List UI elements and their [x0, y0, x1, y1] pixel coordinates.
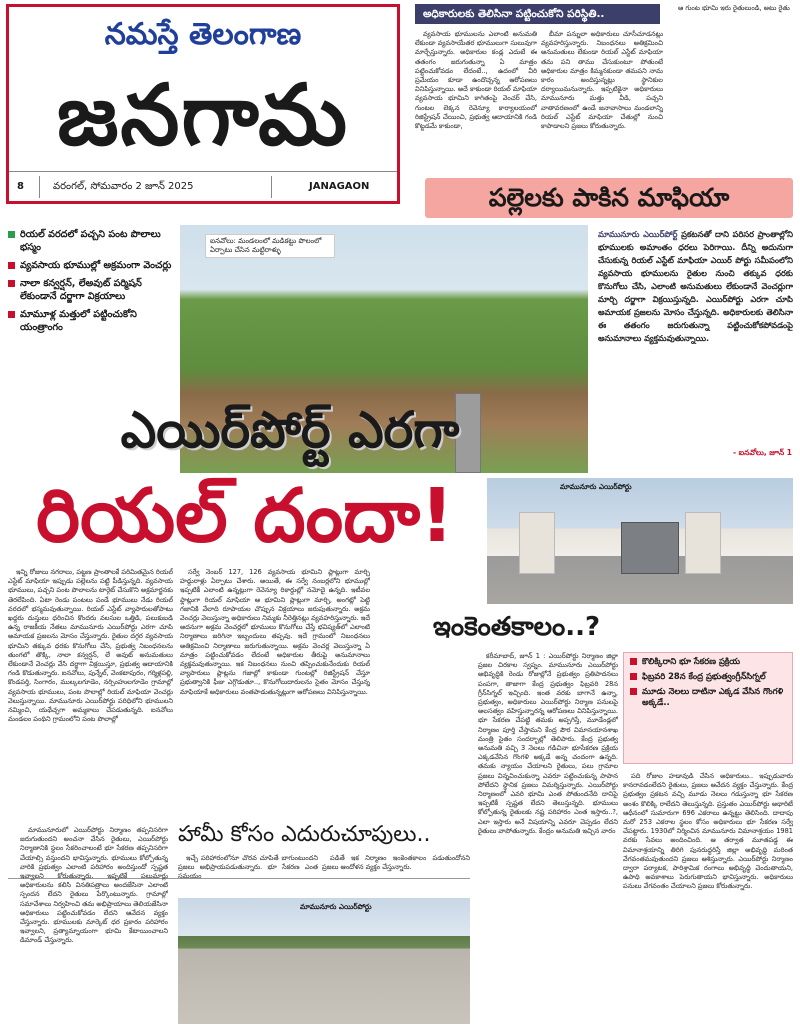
sidebar-heading: అధికారులకు తెలిసినా పట్టించుకోని పరిస్థితి.. — [415, 4, 660, 24]
masthead-info-bar — [9, 171, 397, 201]
edition-title: జనగామ — [9, 63, 397, 167]
masthead — [6, 4, 400, 204]
waiting-col3: పడితే ఇక నిర్మాణం ఇంకెంతకాలం పడుతుందోనని ప్రజలు ఆందోళన వ్యక్తం చేస్తున్నారు. — [322, 854, 470, 872]
main-photo-caption: ఐనవోలు: మండలంలో మడికట్టు పొలంలో ఏర్పాటు చేసిన మట్టిరాళ్ళు — [205, 234, 335, 258]
dateline: వరంగల్, సోమవారం 2 జూన్ 2025 — [53, 181, 194, 192]
sidebar-text-col1: వ్యవసాయ భూములను ఎలాంటి అనుమతి లేకుండా వ్యవసాయేతర భూములుగా సులువుగా మార్చేస్తున్నారు. అధికారుల కండ్ల ఎదుటే ఈ తతంగం జరుగుతున్నా ఏ మాత్రం పట్టించుకోవడం లేదంటే.., ఉదంలో వీరి ప్రమేయం కూడా ఉందొచ్చన్న ఆరోపణలు వినిపిస్తున్నాయి. అదే కాకుండా రియల్ మాఫియా వ్యవసాయ భూమిని కాగితంపై వెంచర్ చేసి, గుంటల లెక్కన రెవెన్యూ కార్యాలయంలో రిజిస్ట్రేషన్ చేయించి, ప్రభుత్వ ఆదాయానికి గండి కొట్టడమే కాకుండా, — [415, 30, 537, 131]
highlight-item: నాలా కన్వర్షన్, లేఅవుట్ పర్మిషన్ లేకుండానే దర్జాగా విక్రయాలు — [8, 277, 172, 303]
waiting-col1: మామునూరులో ఎయిర్‌పోర్టు నిర్మాణం తప్పనిసరిగా జరుగుతుందని అంచనా వేసిన రైతులు, ఎయిర్‌పోర్టు నిర్మాణానికి స్థలం సేకరించాలంటే భూ సేకరణ తప్పనిసరిగా చేయాల్సి వస్తుందని భావిస్తున్నారు. భూములు కోల్పోతున్న వారికి ప్రభుత్వం ఎలాంటి పరిహారం అందిస్తుందో స్పష్టత ఇవ్వాలని కోరుతున్నారు. ఇప్పటికే పలుమార్లు అధికారులను కలిసి వినతిపత్రాలు అందజేసినా ఎలాంటి స్పందన లేదని రైతులు పేర్కొంటున్నారు. గ్రామాల్లో సమావేశాలు నిర్వహించి తమ అభిప్రాయాలు తెలియజేసినా అధికారులు పట్టించుకోవడం లేదని ఆవేదన వ్యక్తం చేస్తున్నారు. భూములకు మార్కెట్ ధర ప్రకారం పరిహారం ఇవ్వాలని, ప్రత్యామ్నాయంగా భూమి కేటాయించాలని డిమాండ్ చేస్తున్నారు. — [20, 826, 168, 945]
key-points-box — [623, 652, 793, 764]
right-story-byline: - ఐనవోలు, జూన్ 1 — [732, 448, 792, 457]
page-number: 8 — [17, 181, 24, 192]
right-top-continuation — [667, 40, 793, 172]
key-point: మూడు నెలలు దాటినా ఎక్కడ వేసిన గొంగళి అక్కడే.. — [630, 686, 788, 708]
banner-village-mafia: పల్లెలకు పాకిన మాఫియా — [425, 178, 793, 218]
waiting-col2: ఇచ్చే పరిహారంలోనూ చొరవ చూపితే బాగుంటుందని ప్రజలు అభిప్రాయపడుతున్నారు. భూ సేకరణ ఎంత సమయం — [178, 854, 318, 881]
gate-pillar — [685, 512, 721, 574]
how-long-col1: కరీమాబాద్, జూన్ 1 : ఎయిర్‌పోర్టు నిర్మాణం జిల్లా ప్రజల చిరకాల స్వప్నం. మామునూరు ఎయిర్‌పోర్టు అభివృద్ధికి రెండు రోజుల్లోనే ప్రభుత్వం ప్రతిపాదనలు పంపగా, తాజాగా కేంద్ర ప్రభుత్వం ఫిబ్రవరి 28న గ్రీన్‌సిగ్నల్ ఇచ్చింది. ఇంత వరకు బాగానే ఉన్నా, ప్రభుత్వం, అధికారులు ఎయిర్‌పోర్టు నిర్మాణ పనులపై అలసత్వం వహిస్తున్నారన్న ఆరోపణలు వినిపిస్తున్నాయి. భూ సేకరణ చేపట్టి తమకు అప్పగిస్తే, మూడేండ్లలో నిర్మాణం పూర్తి చేస్తామని కేంద్ర పౌర విమానయానశాఖ మంత్రి సైతం సందర్భాల్లో తెలిపారు. కేంద్ర ప్రభుత్వ అనుమతి వచ్చి 3 నెలలు గడిచినా భూసేకరణ ప్రక్రియ ఎక్కడవేసిన గొంగళి అక్కడే అన్న చందంగా ఉన్నది. తమకు న్యాయం చేయాలని రైతులు, పలు గ్రామాల ప్రజలు విన్నవించుకున్నా ఎవరూ పట్టించుకున్న పాపాన పోలేదని స్థానిక ప్రజలు విమర్శిస్తున్నారు. ఎయిర్‌పోర్టు నిర్మాణంలో ఎవరి భూమి ఎంత పోతుందనేది దానిపై ఇప్పటికీ స్పష్టత లేదని తెలుస్తున్నది. భూములు కోల్పోతున్న రైతులకు నష్ట పరిహారం ఎంత ఇస్తారు..?, ఎలా ఇస్తారు అనే విషయాన్ని ఎవరూ చెప్పడం లేదని రైతులు వాపోతున్నారు. కేంద్రం అనుమతి ఇచ్చిన వారం — [478, 652, 618, 835]
highlight-item: మామూళ్ల మత్తులో పట్టించుకోని యంత్రాంగం — [8, 308, 172, 334]
right-story-lead: మామునూరు ఎయిర్‌పోర్ట్ — [598, 229, 678, 239]
gate — [621, 522, 679, 574]
runway-photo-caption: మామునూరు ఎయిర్‌పోర్టు — [300, 902, 372, 911]
right-top-text: ఆ గుంట భూమి ఇరు రైతులుండి, అటు రైతు — [678, 4, 790, 12]
airport-photo-caption: మామునూరు ఎయిర్‌పోర్టు — [560, 482, 632, 491]
key-point: ఫిబ్రవరి 28న కేంద్ర ప్రభుత్వంగ్రీన్‌సిగ్నల్ — [630, 671, 788, 682]
right-story: మామునూరు ఎయిర్‌పోర్ట్ ప్రకటనతో దాని పరిసర ప్రాంతాల్లోని భూములకు అమాంతం ధరలు పెరిగాయి. దీన్ని అదునుగా చేసుకున్న రియల్ ఎస్టేట్ మాఫియా ఎయిర్ పోర్టు సమీపంలోని వ్యవసాయ భూములను రైతుల నుంచి తక్కువ ధరకు కొనుగోలు చేసి, ఎలాంటి అనుమతులు లేకుండానే వెంచర్లుగా మార్చి దర్జాగా విక్రయిస్తున్నది. ఎయిర్‌పోర్టు ఎరగా చూపి అమాయక ప్రజలను మోసం చేస్తున్నది. అధికారులకు తెలిసినా ఈ తతంగం జరుగుతున్నా పట్టించుకోకపోవడంపై అనుమానాలు వ్యక్తమవుతున్నాయి. — [598, 229, 793, 343]
sidebar-text-col2: బీమా పన్నులా అధికారులు చూసీచూడనట్లు వ్యవహరిస్తున్నారు. నిబంధనలు అతిక్రమించి అనుమతులు లేకుండా రియల్ ఎస్టేట్ మాఫియా తమ పని తాము చేసుకుంటూ పోతుంటే అధికారుల మాత్రం కిమ్మనకుండా తమపని నామ కారం అందిస్తున్నట్లు స్థానికుల దర్యాయిమనున్నారు. ఇప్పటికైనా అధికారులు మామునూరు మత్తు వీడి, పచ్చని వాతావరణంలో ఉండే జనావాసాలు మండలాన్ని రియల్ ఎస్టేట్ మాఫియా చేతుల్లో నుంచి కాపాడాలని ప్రజలు కోరుతున్నారు. — [541, 30, 663, 131]
highlight-item: రియల్ వరదలో పచ్చని పంట పొలాలు భస్మం — [8, 228, 172, 254]
headline-waiting: హామీ కోసం ఎదురుచూపులు.. — [178, 822, 431, 847]
paper-name: నమస్తే తెలంగాణ — [9, 7, 397, 63]
edition-english: JANAGAON — [309, 181, 370, 192]
runway-photo — [178, 898, 470, 1024]
highlights-list — [8, 228, 172, 408]
main-story-col2: సర్వే నెంబర్ 127, 126 వ్యవసాయ భూమిని ప్లాట్లుగా మార్చి హద్దురాళ్లు ఏర్పాటు చేశారు. అయితే, ఈ సర్వే నంబర్లలోని భూముల్లో ఇప్పటికీ ఎలాంటి ఉన్నట్లుగా రెవెన్యూ రికార్డుల్లో నమోదై ఉన్నది. ఇటీవల ఫ్లాట్లుగా రియల్ మాఫియా ఆ భూమిని ప్లాట్లుగా మార్చి, అంగట్లో పెట్టి గజానికి వేలాది రూపాయల చొప్పున విక్రయాలు జరుపుతున్నారు. అక్రమ వెంచర్లు వెలుస్తున్నా అధికారులు నిమ్మకు నీరెత్తినట్లు వ్యవహరిస్తున్నారు. ఇదే అదనుగా అక్రమ వెంచర్లలో భూములు కొనుగోలు చేస్తే భవిష్యత్‌లో ఎలాంటి నిర్మాణాలు జరిగినా ఇబ్బందులు తప్పవు. ఇదే గ్రామంలో నిబంధనలు అతిక్రమించి నిర్మాణాలు జరుగుతున్నాయి. అక్రమ వెంచర్ల వెలుస్తున్నా ఏ మాత్రం పట్టించుకోవడం లేదంటే అధికారుల తీరుపై అనుమానాలు వ్యక్తమవుతున్నాయి. ఇక నిబంధనలు నుంచి తప్పించుకునేందుకు రియల్ వ్యాపారులు ప్లాట్లను గజాల్లో కాకుండా గుంటల్లో రిజిస్ట్రేషన్ చేస్తూ ప్రభుత్వానికి ఫీజు ఎగ్గొడుతూ.., కొనుగోలుదారులను సైతం మోసం చేస్తున్న మాఫియాకే అధికారులు వంతపాడుతున్నట్లుగా ఆరోపణలు వినిపిస్తున్నాయి. — [180, 568, 370, 696]
main-story-col1: ఇన్ని రోజులు నగరాలు, పట్టణ ప్రాంతాలకే పరిమితమైన రియల్ ఎస్టేట్ మాఫియా ఇప్పుడు పల్లెలను పట్టి పీడిస్తున్నది. వ్యవసాయ భూములు, పచ్చని పంట పొలాలను టార్గెట్ చేసుకొని అక్రమార్జనకు తెరలేపింది. ఏటా రెండు పంటలు పండే భూములు నేడు రియల్ వరదలో భస్మమవుతున్నాయి. రియల్ ఎస్టేట్ వ్యాపారులతోపాటు ఖద్దరు దుస్తులు ధరించిన కొందరు వలసుల ఒత్తిడి, పలుకుబడి ఉన్న రాజకీయ నేతలు మామునూరు ఎయిర్‌పోర్టు ఎరగా చూపి అమాయక ప్రజలను మోసం చేస్తున్నారు. రైతుల దగ్గర వ్యవసాయ భూమిని తక్కువ ధరకు కొనుగోలు చేసి, ప్రభుత్వ నిబంధనలను తుంగలో తొక్కి, నాలా కన్వర్షన్, లే అవుట్ అనుమతులు లేకుండానే వెంచర్లు వేసి దర్జాగా విక్రయిస్తూ, ప్రభుత్వ ఆదాయానికి గండి కొడుతున్నారు. ఐనవోలు, పున్నేల్, వెంకటాపురం, గర్మిళ్లపల్లి, కొండపర్తి, సింగారం, ముల్కలగూడెం, నర్సింహులగూడెం గ్రామాల్లో వ్యవసాయ భూములు, పంట పొలాల్లో రియల్ మాఫియా వెంచర్లు వెలుస్తున్నాయి. మామునూరు ఎయిర్‌పోర్టు పరిధిలోని భూములని నమ్మించి, యథేచ్ఛగా అమ్మకాలు చేపడుతున్నది. ఐనవోలు మండలం పంథిని గ్రామంలోని పంట పొలాల్లో — [8, 568, 173, 724]
headline-how-long: ఇంకెంతకాలం..? — [433, 612, 601, 642]
headline-airport: ఎయిర్‌పోర్ట్ ఎరగా — [120, 401, 460, 459]
highlight-item: వ్యవసాయ భూముల్లో అక్రమంగా వెంచర్లు — [8, 259, 172, 272]
key-point: కొలిక్కిరాని భూ సేకరణ ప్రక్రియ — [630, 656, 788, 667]
how-long-col2: పది రోజుల హడావుడి చేసిన అధికారులు.. ఇప్పుడువారు కానరావడంలేదని రైతులు, ప్రజలు ఆవేదన వ్యక్తం చేస్తున్నారు. కేంద్ర ప్రభుత్వం ప్రకటన వచ్చి మూడు నెలలు గడుస్తున్నా భూ సేకరణ అంశం కొలిక్కి రాలేదని తెలుస్తున్నది. ప్రస్తుతం ఎయిర్‌పోర్టు అథారిటీ ఆధీనంలో సుమారుగా 696 ఎకరాలు ఉన్నట్టు తెలిసింది. దాదాపు మరో 253 ఎకరాల స్థలం కోసం అధికారులు భూ సేకరణ సర్వే చేపట్టారు. 1930లో నిర్మించిన మామునూరు విమానాశ్రయం 1981 వరకు సేవలు అందించింది. ఆ తర్వాత మూతపడ్డ ఈ విమానాశ్రయాన్ని తిరిగి పునరుద్ధరిస్తే జిల్లా అభివృద్ధి మరింత వేగవంతమవుతుందని ప్రజలు ఆశిస్తున్నారు. ఎయిర్‌పోర్టు నిర్మాణం ద్వారా పర్యాటక, పారిశ్రామిక రంగాలు అభివృద్ధి చెందుతాయని, ఉపాధి అవకాశాలు పెరుగుతాయని భావిస్తున్నారు. అధికారులు పనులు వేగవంతం చేయాలని ప్రజలు కోరుతున్నారు. — [623, 772, 793, 891]
airport-gate-photo — [487, 478, 793, 604]
headline-real-danda: రియల్ దందా! — [36, 473, 454, 559]
gate-pillar — [519, 512, 555, 574]
